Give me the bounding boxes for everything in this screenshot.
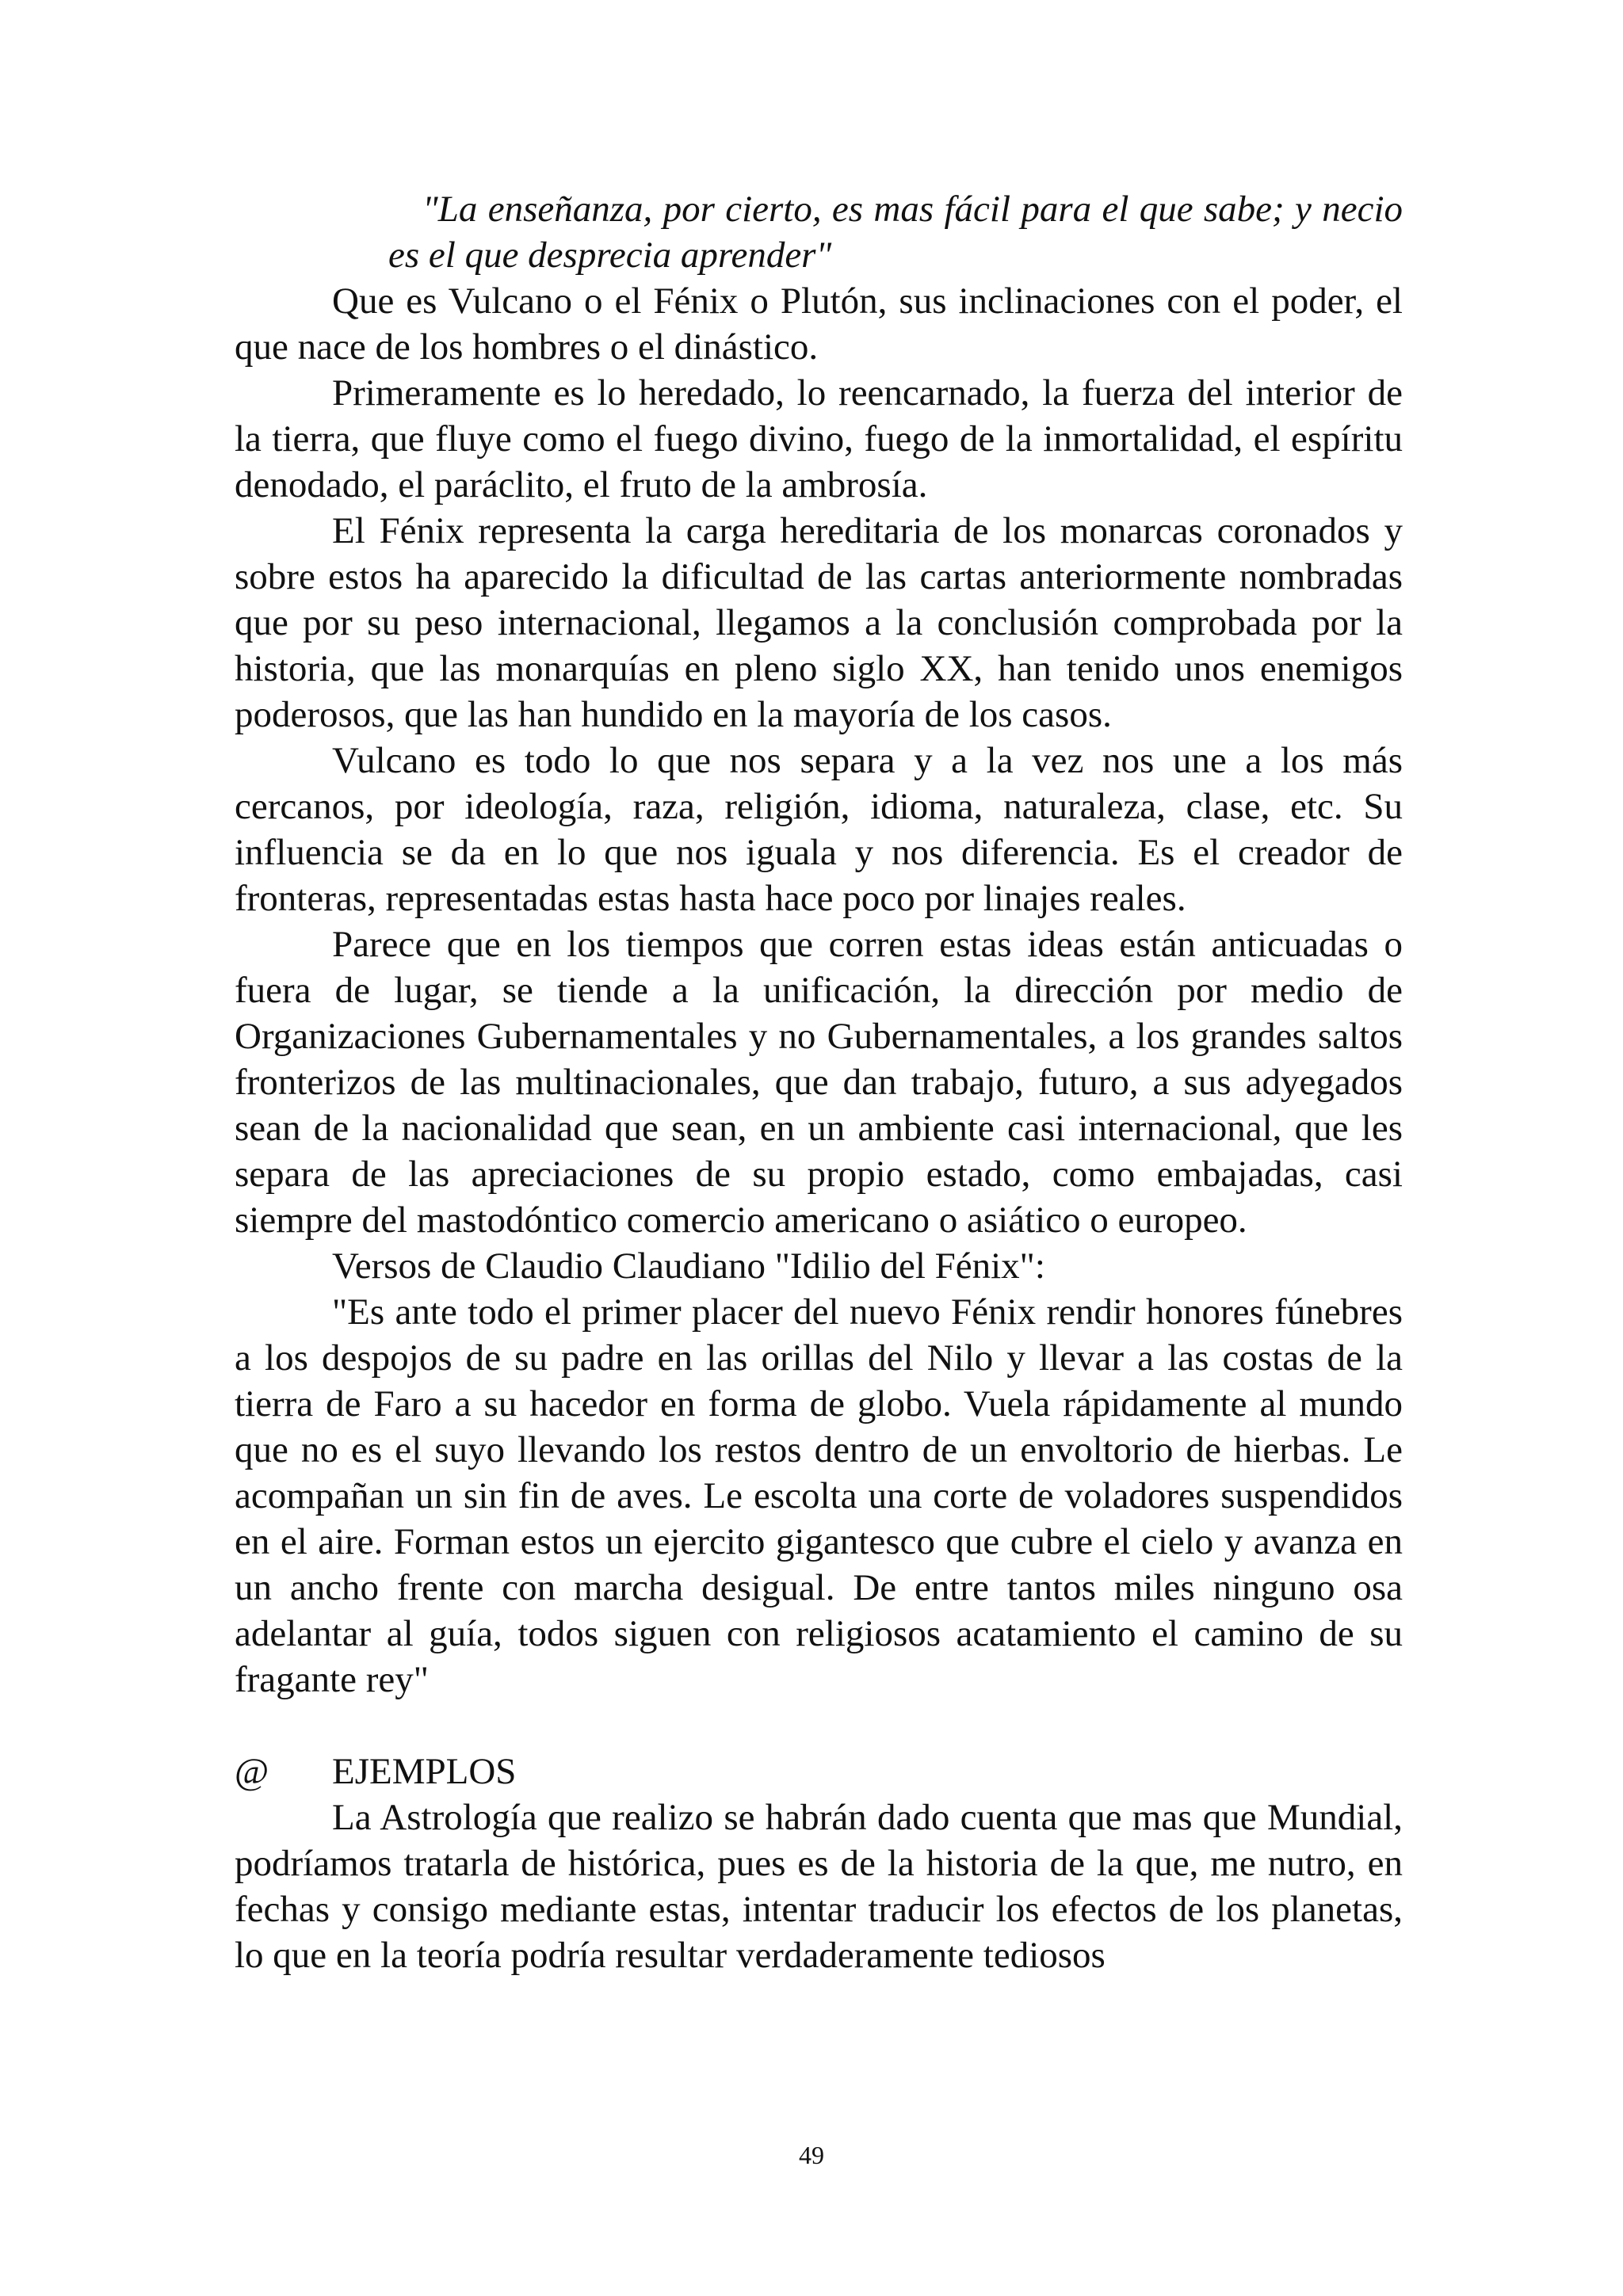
spacer (235, 1703, 1403, 1749)
paragraph: Que es Vulcano o el Fénix o Plutón, sus inclinaciones con el poder, el que nace de los hombres o el dinástico. (235, 280, 1403, 368)
verse-quote-paragraph: "Es ante todo el primer placer del nuevo Fénix rendir honores fúnebres a los despojos de su padre en las orillas del Nilo y llevar a las costas de la tierra de Faro a su hacedor en forma de globo. Vuela rápidamente al mundo que no es el suyo llevando los restos dentro de un envoltorio de hierbas. Le acompañan un sin fin de aves. Le escolta una corte de voladores suspendidos en el aire. Forman estos un ejercito gigantesco que cubre el cielo y avanza en un ancho frente con marcha desigual. De entre tantos miles ninguno osa adelantar al guía, todos siguen con religiosos acatamiento el camino de su fragante rey" (235, 1291, 1403, 1700)
body-text (235, 186, 1403, 1978)
section-symbol: @ (235, 1751, 269, 1792)
paragraph: Vulcano es todo lo que nos separa y a la vez nos une a los más cercanos, por ideología, raza, religión, idioma, naturaleza, clase, etc. Su influencia se da en lo que nos iguala y nos diferencia. Es el creador de fronteras, representadas estas hasta hace poco por linajes reales. (235, 740, 1403, 919)
paragraph: El Fénix representa la carga hereditaria de los monarcas coronados y sobre estos ha aparecido la dificultad de las cartas anteriormente nombradas que por su peso internacional, llegamos a la conclusión comprobada por la historia, que las monarquías en pleno siglo XX, han tenido unos enemigos poderosos, que las han hundido en la mayoría de los casos. (235, 510, 1403, 735)
epigraph-quote: "La enseñanza, por cierto, es mas fácil para el que sabe; y necio es el que desprecia aprender" (388, 189, 1403, 276)
section-title: EJEMPLOS (332, 1751, 517, 1792)
paragraph: Parece que en los tiempos que corren estas ideas están anticuadas o fuera de lugar, se tiende a la unificación, la dirección por medio de Organizaciones Gubernamentales y no Gubernamentales, a los grandes saltos fronterizos de las multinacionales, que dan trabajo, futuro, a sus adyegados sean de la nacionalidad que sean, en un ambiente casi internacional, que les separa de las apreciaciones de su propio estado, como embajadas, casi siempre del mastodóntico comercio americano o asiático o europeo. (235, 924, 1403, 1241)
paragraph: La Astrología que realizo se habrán dado cuenta que mas que Mundial, podríamos tratarla de histórica, pues es de la historia de la que, me nutro, en fechas y consigo mediante estas, intentar traducir los efectos de los planetas, lo que en la teoría podría resultar verdaderamente tediosos (235, 1797, 1403, 1976)
paragraph: Primeramente es lo heredado, lo reencarnado, la fuerza del interior de la tierra, que fluye como el fuego divino, fuego de la inmortalidad, el espíritu denodado, el paráclito, el fruto de la ambrosía. (235, 372, 1403, 505)
paragraph: Versos de Claudio Claudiano "Idilio del Fénix": (332, 1245, 1045, 1287)
section-heading (235, 1749, 1403, 1794)
page-number: 49 (799, 2141, 824, 2169)
